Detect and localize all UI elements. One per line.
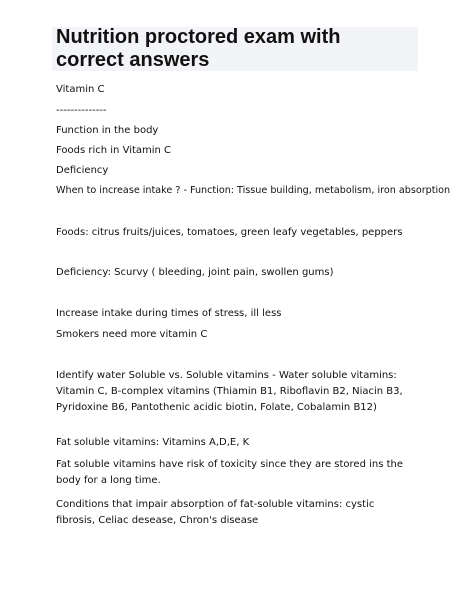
foods-list-text: Foods: citrus fruits/juices, tomatoes, green leafy vegetables, peppers	[56, 227, 403, 238]
conditions-impair-paragraph: Conditions that impair absorption of fat-soluble vitamins: cystic fibrosis, Celiac desease, Chron's disease	[56, 499, 375, 526]
fat-soluble-text: Fat soluble vitamins: Vitamins A,D,E, K	[56, 437, 250, 448]
when-to-increase-text: When to increase intake ? - Function: Tissue building, metabolism, iron absorption	[56, 185, 451, 196]
identify-soluble-paragraph: Identify water Soluble vs. Soluble vitamins - Water soluble vitamins: Vitamin C, B-complex vitamins (Thiamin B1, Riboflavin B2, Niacin B3, Pyridoxine B6, Pantothenic acidic biotin, Folate, Cobalamin B12)	[56, 370, 403, 413]
foods-rich-text: Foods rich in Vitamin C	[56, 145, 172, 156]
vitamin-c-heading: Vitamin C	[56, 84, 105, 95]
deficiency-text: Deficiency	[56, 165, 109, 176]
divider-text: --------------	[56, 105, 107, 116]
function-in-body-text: Function in the body	[56, 125, 159, 136]
page-title: Nutrition proctored exam with correct answers	[56, 26, 352, 71]
deficiency-scurvy-text: Deficiency: Scurvy ( bleeding, joint pain, swollen gums)	[56, 267, 334, 278]
fat-toxicity-paragraph: Fat soluble vitamins have risk of toxicity since they are stored ins the body for a long time.	[56, 459, 404, 486]
increase-stress-text: Increase intake during times of stress, ill less	[56, 308, 282, 319]
smokers-text: Smokers need more vitamin C	[56, 329, 208, 340]
